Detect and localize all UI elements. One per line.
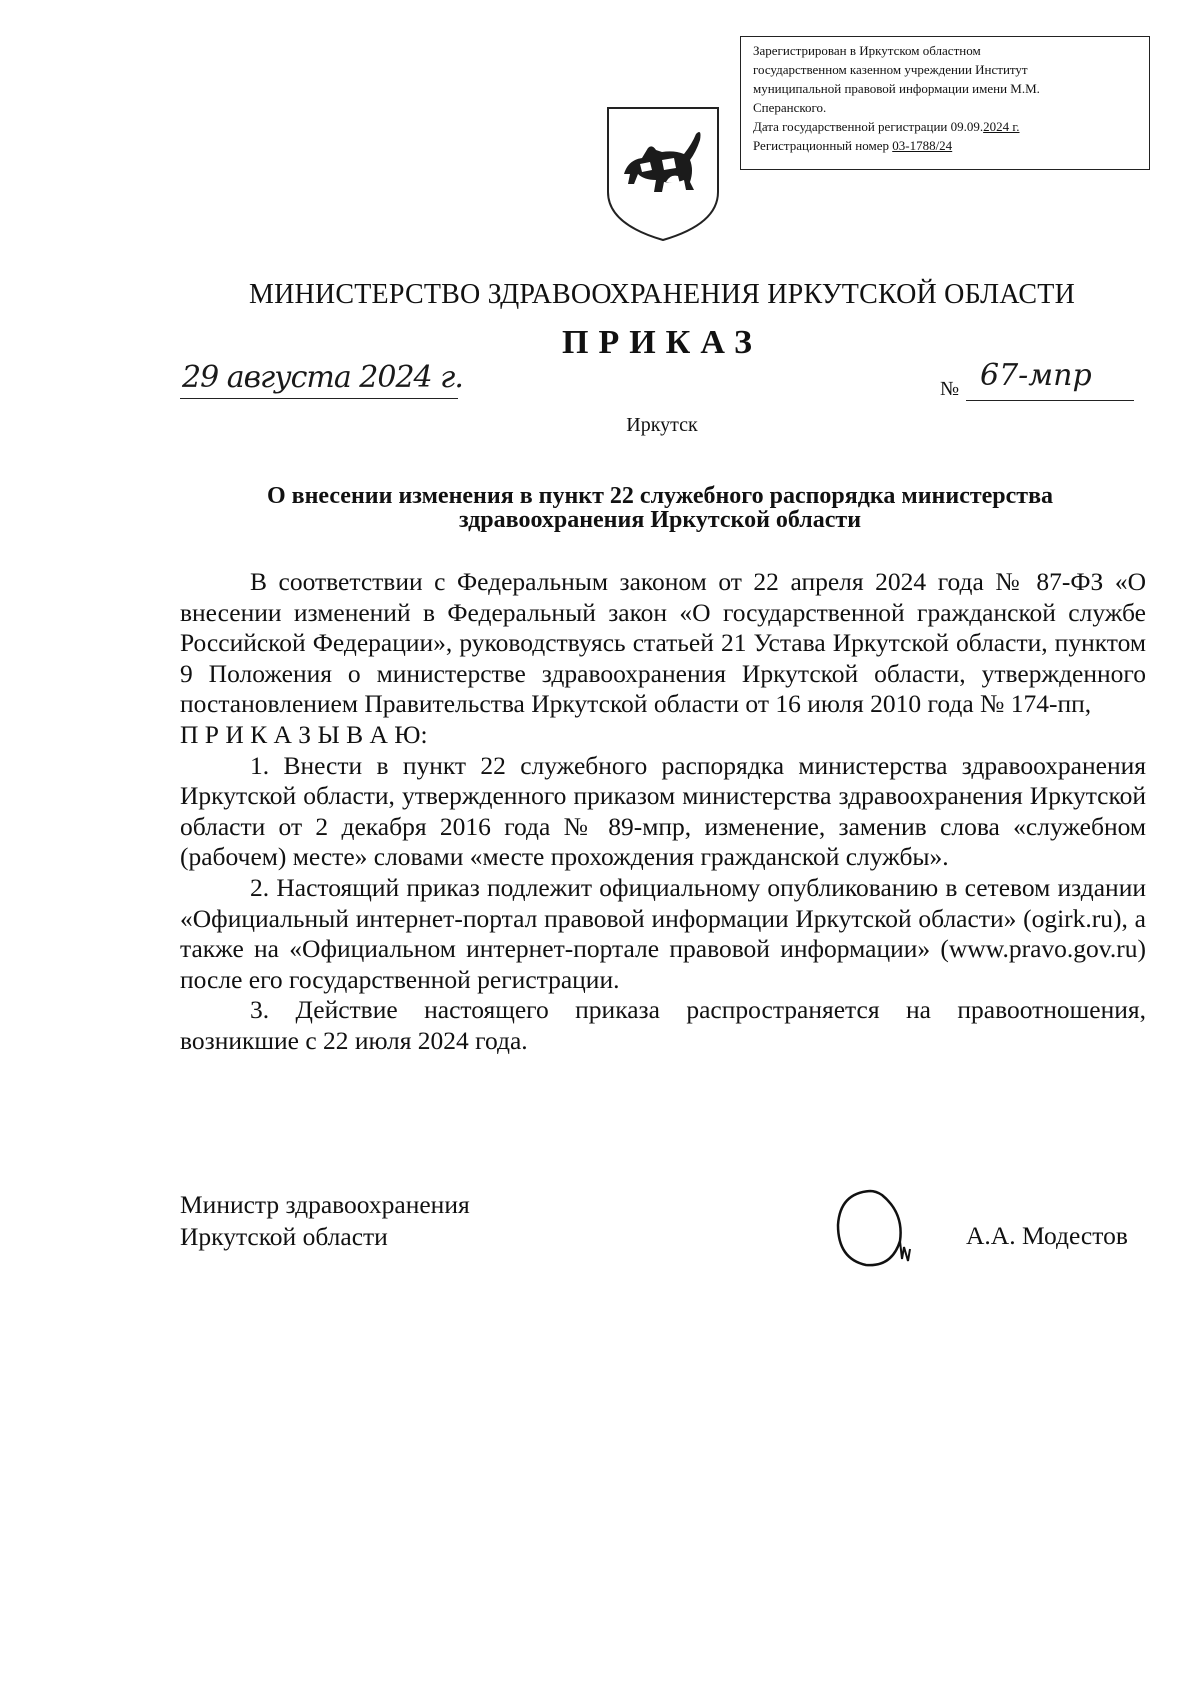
registration-line: Зарегистрирован в Иркутском областном (753, 43, 981, 58)
registration-line: муниципальной правовой информации имени М.М. (753, 81, 1040, 96)
order-item-3: 3. Действие настоящего приказа распространяется на правоотношения, возникшие с 22 июля 2024 года. (180, 995, 1146, 1055)
date-underline (180, 398, 458, 399)
coat-of-arms-icon (604, 104, 722, 244)
number-underline (966, 400, 1134, 401)
signatory-position: Министр здравоохранения Иркутской области (180, 1190, 470, 1251)
document-subject: О внесении изменения в пункт 22 служебного распорядка министерства здравоохранения Иркутской области (266, 483, 1054, 533)
order-item-1: 1. Внести в пункт 22 служебного распорядка министерства здравоохранения Иркутской области, утвержденного приказом министерства здравоохранения Иркутской области от 2 декабря 2016 года № 89-мпр, изменение, заменив слова «служебном (рабочем) месте» словами «месте прохождения гражданской службы». (180, 750, 1146, 872)
order-word: П Р И К А З Ы В А Ю: (180, 719, 428, 749)
document-type: ПРИКАЗ (562, 324, 762, 361)
signatory-name: А.А. Модестов (966, 1221, 1128, 1250)
ministry-name: МИНИСТЕРСТВО ЗДРАВООХРАНЕНИЯ ИРКУТСКОЙ ОБЛАСТИ (248, 279, 1075, 310)
document-body (180, 567, 1146, 1057)
handwritten-signature-icon (830, 1185, 940, 1271)
handwritten-number: 67-мпр (980, 358, 1092, 393)
registration-line: государственном казенном учреждении Институт (753, 62, 1028, 77)
registration-stamp (740, 36, 1150, 170)
number-sign: № (940, 378, 960, 400)
city: Иркутск (626, 414, 698, 436)
registration-number: Регистрационный номер 03-1788/24 (753, 138, 953, 153)
registration-date: Дата государственной регистрации 09.09.2024 г. (753, 119, 1020, 134)
handwritten-date: 29 августа 2024 г. (182, 360, 463, 395)
preamble: В соответствии с Федеральным законом от 22 апреля 2024 года № 87-ФЗ «О внесении изменений в Федеральный закон «О государственной гражданской службе Российской Федерации», руководствуясь статьей 21 Устава Иркутской области, пунктом 9 Положения о министерстве здравоохранения Иркутской области, утвержденного постановлением Правительства Иркутской области от 16 июля 2010 года № 174-пп, (180, 567, 1146, 719)
registration-line: Сперанского. (753, 100, 827, 115)
order-item-2: 2. Настоящий приказ подлежит официальному опубликованию в сетевом издании «Официальный интернет-портал правовой информации Иркутской области» (ogirk.ru), а также на «Официальном интернет-портале правовой информации» (www.pravo.gov.ru) после его государственной регистрации. (180, 872, 1146, 994)
